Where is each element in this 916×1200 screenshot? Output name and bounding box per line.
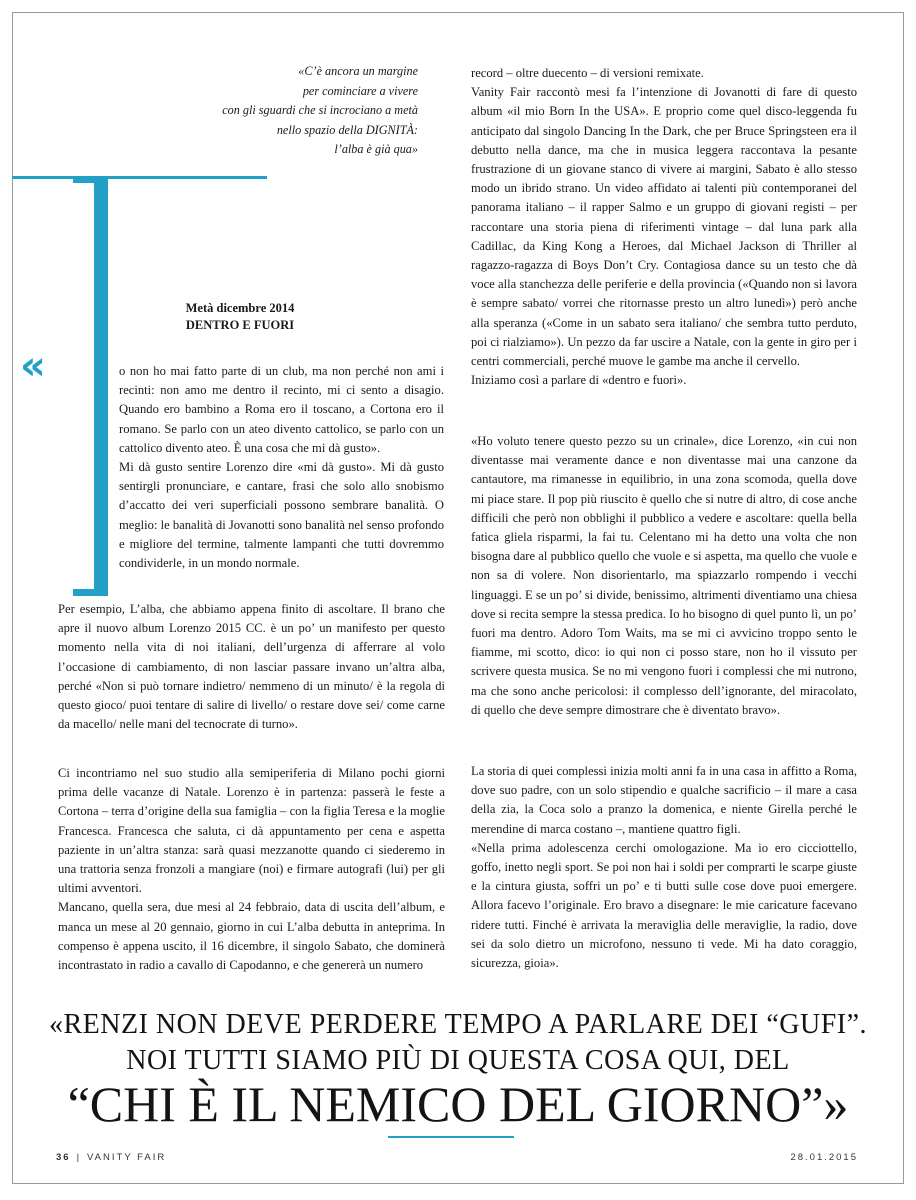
page-number: 36 [56, 1152, 71, 1163]
section-title: DENTRO E FUORI [185, 318, 295, 332]
paragraph: Mancano, quella sera, due mesi al 24 febbraio, data di uscita dell’album, e manca un mese al 20 gennaio, giorno in cui L’alba debutta in anteprima. In compenso è appena uscito, il 16 dicembre, il singolo Sabato, che dominerà incontrastato in radio a cavallo di Capodanno, e che genererà un numero [58, 900, 445, 973]
paragraph: Per esempio, L’alba, che abbiamo appena finito di ascoltare. Il brano che apre il nuovo album Lorenzo 2015 CC. è un po’ un manifesto per questo momento nella vita di noi italiani, dell’urgenza di afferrare al volo l’occasione di cambiamento, di non lasciar passare invano un’altra alba, perché «Non si può tornare indietro/ nemmeno di un minuto/ è la regola di questo gioco/ puoi tentare di salire di livello/ o restare dove sei/ come carne da macello/ nelle mani del tecnocrate di turno». [58, 602, 445, 732]
paragraph: record – oltre duecento – di versioni remixate. [471, 66, 704, 80]
paragraph: «Nella prima adolescenza cerchi omologazione. Ma io ero cicciottello, goffo, inetto negli sport. Se poi non hai i soldi per comprarti le scarpe giuste e la cintura giusta, soffri un po’ e ti butti sulle cose dove puoi emergere. Allora facevo l’originale. Ero bravo a disegnare: le mie caricature facevano ridere tutti. Finché è arrivata la meraviglia delle meraviglie, la radio, dove sei da solo dietro un microfono, nessuno ti vede. Mi ha dato coraggio, sicurezza, gioia». [471, 840, 857, 971]
double-chevron-left-icon: « [20, 343, 46, 389]
paragraph: Mi dà gusto sentire Lorenzo dire «mi dà gusto». Mi dà gusto sentirgli pronunciare, e cantare, frasi che solo allo snobismo d’accatto dei veri superficiali possono sembrare banalità. O meglio: le banalità di Jovanotti sono banalità nel senso profondo e migliore del termine, talmente lampanti che tutti dovremmo condividerle, in un mondo normale. [119, 460, 444, 571]
drop-cap-serif-bottom [73, 589, 107, 596]
epigraph-line: l’alba è già qua» [334, 142, 418, 157]
footer-separator: | [76, 1152, 82, 1163]
accent-rule [12, 176, 267, 179]
paragraph: «Ho voluto tenere questo pezzo su un crinale», dice Lorenzo, «in cui non diventasse mai veramente dance e non diventasse mai una canzone da cantautore, ma rimanesse in equilibrio, in una zona scomoda, quella dove mi piace stare. Il pop più riuscito è quello che si nutre di altro, di cose anche difficili che però non obblighi il pubblico a vedere e ascoltare: quella bella fatica gliela risparmi, la fai tu. Celentano mi ha detto una volta che non bisogna dare al pubblico quello che vuole e si aspetta, ma quello che vuole e non sa di volere. Non disorientarlo, ma spiazzarlo rompendo i vecchi linguaggi. E se un po’ si divide, benissimo, altrimenti diventiamo una chiesa dove si recita sempre la stessa predica. Io ho bisogno di quel punto lì, un po’ fuori ma dentro. Adoro Tom Waits, ma se mi ci avvicino troppo sento le fiamme, mi scotto, dico: io qui non ci posso stare, non ho il vissuto per scrivere questa musica. Se no mi vengono fuori i complessi che mi nutrono, ma che sono anche pericolosi: il complesso dell’ignorante, del miracolato, di quello che deve sempre dimostrare che è diventato bravo». [471, 434, 857, 717]
article-column-1-middle [58, 600, 445, 734]
article-column-1-bottom [58, 764, 445, 975]
footer-left [56, 1152, 166, 1163]
epigraph-line: con gli sguardi che si incrociano a metà [222, 103, 418, 118]
article-column-2-top [471, 64, 857, 390]
drop-cap-stem [94, 176, 108, 596]
paragraph: o non ho mai fatto parte di un club, ma non perché non ami i recinti: non amo me dentro il recinto, mi ci sento a disagio. Quando ero bambino a Roma ero il toscano, a Cortona ero il romano. Se parlo con un ateo divento cattolico, se parlo con un cattolico divento ateo. È una cosa che mi dà gusto». [119, 364, 444, 455]
article-column-2-middle [471, 432, 857, 720]
epigraph-line: nello spazio della DIGNITÀ: [276, 122, 418, 137]
pullquote-line-2: NOI TUTTI SIAMO PIÙ DI QUESTA COSA QUI, DEL [126, 1045, 790, 1076]
paragraph: Ci incontriamo nel suo studio alla semiperiferia di Milano pochi giorni prima delle vacanze di Natale. Lorenzo è in partenza: passerà le feste a Cortona – terra d’origine della sua famiglia – con la figlia Teresa e la moglie Francesca. Francesca che saluta, ci dà appuntamento per cena e aspetta paziente in un’altra stanza: sarà quasi mezzanotte quando ci siederemo in una trattoria senza fronzoli a mangiare (noi) e firmare autografi (lui) per gli ultimi avventori. [58, 766, 445, 896]
pullquote-line-3: “CHI È IL NEMICO DEL GIORNO”» [67, 1076, 849, 1132]
epigraph-line: «C’è ancora un margine [298, 64, 418, 78]
epigraph [118, 62, 418, 160]
paragraph: Vanity Fair raccontò mesi fa l’intenzione di Jovanotti di fare di questo album «il mio Born In the USA». E proprio come quel disco-leggenda fu anticipato dal singolo Dancing In the Dark, che per Bruce Springsteen era il debutto nella dance, ma che in musica leggera raccontava la pesante frustrazione di un giovane stanco di vivere ai margini, Sabato è allo stesso modo un ibrido strano. Un video affidato ai talenti più contemporanei del panorama italiano – il rapper Salmo e un gruppo di giovani registi – per raccontare una storia piena di riferimenti vintage – dal luna park alla Cadillac, da King Kong a Heroes, dal Michael Jackson di Thriller al ragazzo-ragazza di Boys Don’t Cry. Contagiosa dance su un testo che dà voce alla stanchezza delle periferie e della provincia («Quando non si lavora è sempre sabato/ vorrei che ritornasse presto un altro lunedì») però anche alla speranza («Come in un sabato sera italiano/ che sembra tutto perduto, poi ci rialziamo»). Un pezzo da far uscire a Natale, con la gente in giro per i centri commerciali, perché muove le gambe ma anche il cervello. [471, 85, 857, 369]
article-column-2-bottom [471, 762, 857, 973]
footer-accent-rule [388, 1136, 514, 1138]
epigraph-line: per cominciare a vivere [302, 83, 418, 98]
issue-date: 28.01.2015 [790, 1152, 858, 1163]
paragraph: Iniziamo così a parlare di «dentro e fuori». [471, 373, 687, 388]
paragraph: La storia di quei complessi inizia molti anni fa in una casa in affitto a Roma, dove suo padre, con un solo stipendio e qualche sacrificio – il mare a casa della zia, la Coca solo a pranzo la domenica, e niente Girella perché le merendine di marca costano –, mantiene quattro figli. [471, 764, 857, 836]
article-column-1-top [119, 362, 444, 573]
pullquote-line-1: «RENZI NON DEVE PERDERE TEMPO A PARLARE DEI “GUFI”. [48, 1009, 868, 1040]
magazine-name: VANITY FAIR [87, 1152, 167, 1163]
section-heading [160, 300, 320, 334]
section-date: Metà dicembre 2014 [185, 301, 295, 315]
